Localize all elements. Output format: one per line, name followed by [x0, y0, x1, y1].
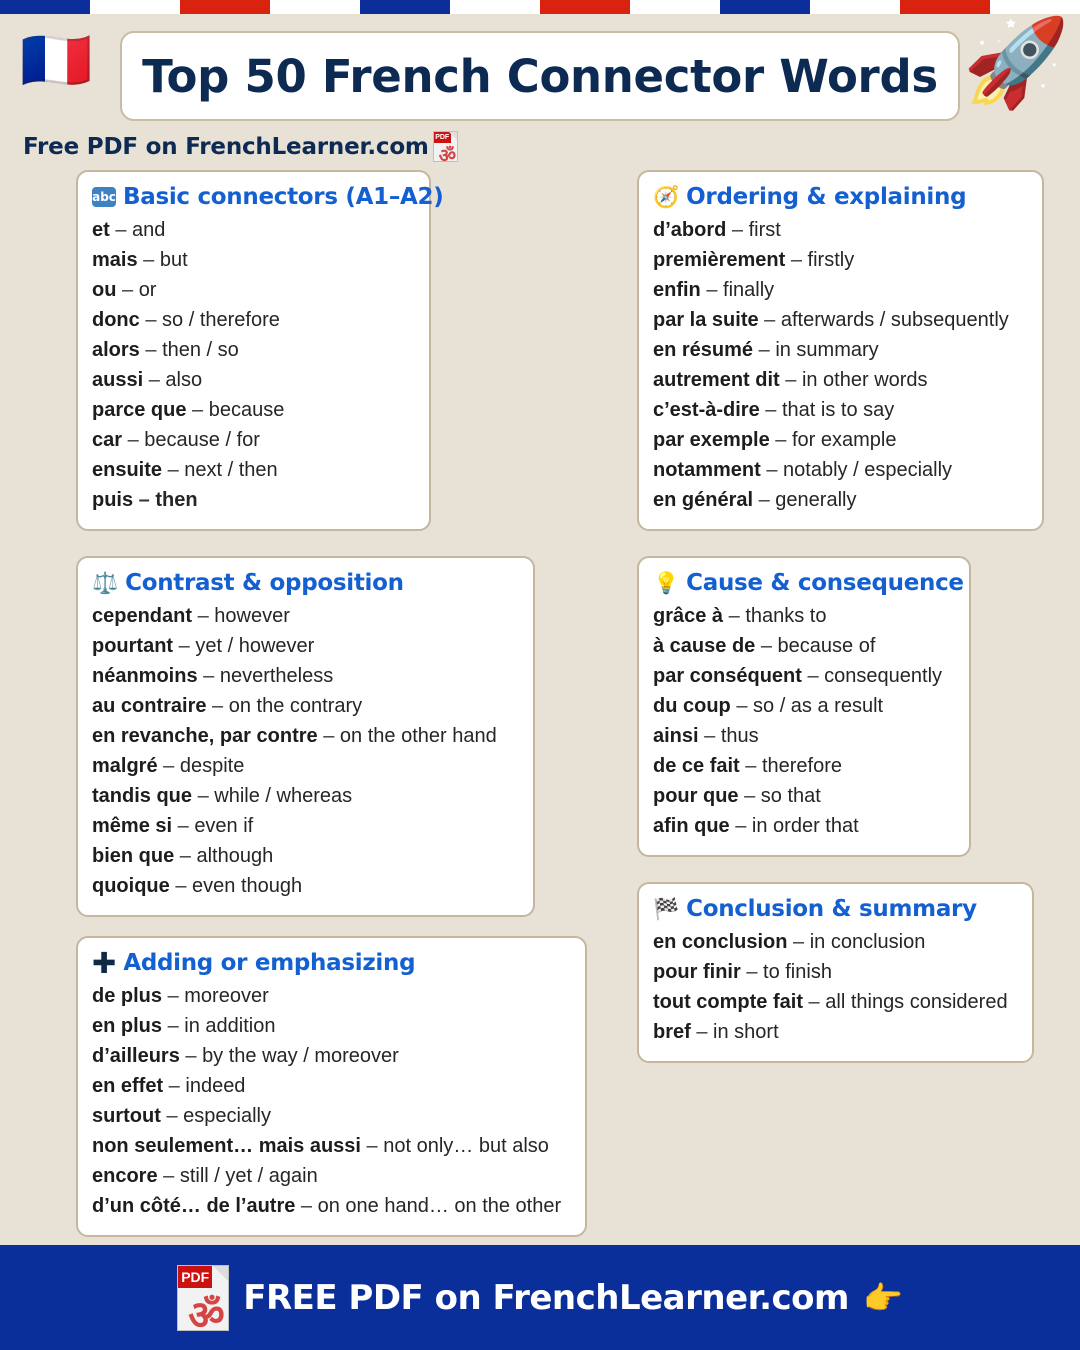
connector-separator: –	[137, 249, 160, 271]
connector-entry	[92, 1071, 571, 1101]
connector-french: encore	[92, 1165, 158, 1187]
stripe-segment	[540, 0, 630, 14]
connector-entry	[92, 335, 415, 365]
connector-french: grâce à	[653, 605, 724, 627]
connector-french: ensuite	[92, 459, 163, 481]
card-header	[653, 570, 964, 596]
connector-french: puis	[92, 489, 134, 511]
connector-french: même si	[92, 815, 173, 837]
card-header	[653, 896, 1018, 922]
connector-english: afterwards / subsequently	[780, 309, 1009, 331]
connector-entry	[92, 691, 519, 721]
connector-entry	[653, 987, 1018, 1017]
connector-separator: –	[162, 1015, 185, 1037]
abc-icon: abc	[92, 187, 116, 207]
connector-english: also	[165, 369, 203, 391]
connector-french: par la suite	[653, 309, 759, 331]
footer-pdf-badge-label: PDF	[178, 1266, 212, 1288]
connector-french: tandis que	[92, 785, 193, 807]
connector-separator: –	[192, 605, 215, 627]
title-box	[120, 31, 960, 121]
connector-entry	[92, 721, 519, 751]
connector-french: de plus	[92, 985, 163, 1007]
connector-english: however	[214, 605, 290, 627]
connector-entry	[92, 781, 519, 811]
connector-separator: –	[143, 369, 166, 391]
connector-english: then	[155, 489, 198, 511]
connector-separator: –	[801, 665, 825, 687]
connector-french: par exemple	[653, 429, 770, 451]
connector-french: parce que	[92, 399, 187, 421]
connector-entry	[92, 1011, 571, 1041]
connector-entry	[653, 485, 1028, 515]
connector-english: although	[196, 845, 274, 867]
connector-entry	[92, 871, 519, 901]
pdf-swirl-glyph: ॐ	[438, 145, 457, 167]
connector-separator: –	[738, 785, 761, 807]
connector-french: au contraire	[92, 695, 207, 717]
page-title: Top 50 French Connector Words	[142, 49, 938, 103]
stripe-segment	[630, 0, 720, 14]
connector-entry	[653, 245, 1028, 275]
connector-entry	[92, 841, 519, 871]
subtitle-row	[23, 131, 458, 167]
connector-entry	[92, 485, 415, 515]
subtitle-text: Free PDF on FrenchLearner.com	[23, 133, 429, 160]
connector-separator: –	[109, 219, 133, 241]
card-header	[92, 184, 444, 210]
connector-entry	[653, 631, 955, 661]
connector-english: even if	[194, 815, 254, 837]
connector-separator: –	[169, 875, 193, 897]
connector-entry	[653, 215, 1028, 245]
connector-separator: –	[723, 605, 746, 627]
connector-french: pour finir	[653, 961, 741, 983]
card-header	[92, 946, 571, 980]
connector-entry	[653, 751, 955, 781]
connector-separator: –	[769, 429, 792, 451]
connector-english: indeed	[185, 1075, 246, 1097]
connector-entry	[653, 691, 955, 721]
connector-separator: –	[700, 279, 724, 301]
pdf-icon[interactable]	[433, 131, 458, 167]
connector-french: en plus	[92, 1015, 163, 1037]
stripe-segment	[270, 0, 360, 14]
connector-french: à cause de	[653, 635, 756, 657]
connector-french: d’abord	[653, 219, 727, 241]
connector-french: donc	[92, 309, 140, 331]
connector-separator: –	[160, 1105, 184, 1127]
connector-french: car	[92, 429, 123, 451]
pointing-right-hand-icon: 👉	[862, 1279, 903, 1316]
card-title: Cause & consequence	[686, 570, 964, 596]
connector-english: and	[132, 219, 166, 241]
connector-french: d’un côté… de l’autre	[92, 1195, 296, 1217]
connector-french: bien que	[92, 845, 175, 867]
connector-entry	[653, 927, 1018, 957]
card-contrast-opposition	[76, 556, 535, 917]
connector-entry	[653, 395, 1028, 425]
connector-entry	[92, 601, 519, 631]
connector-entry	[92, 661, 519, 691]
connector-english: notably / especially	[783, 459, 953, 481]
connector-english: nevertheless	[219, 665, 334, 687]
connector-separator: –	[172, 815, 195, 837]
card-basic-connectors	[76, 170, 444, 531]
connector-separator: –	[740, 961, 764, 983]
connector-french: enfin	[653, 279, 701, 301]
connector-entry	[653, 365, 1028, 395]
connector-english: thus	[720, 725, 759, 747]
connector-english: moreover	[184, 985, 269, 1007]
connector-entry	[92, 1041, 571, 1071]
french-flag-icon: 🇫🇷	[20, 28, 93, 93]
connector-french: en conclusion	[653, 931, 788, 953]
connector-entry	[92, 215, 415, 245]
connector-separator: –	[760, 459, 784, 481]
connector-french: en revanche, par contre	[92, 725, 318, 747]
connector-entry	[92, 275, 415, 305]
lightbulb-icon: 💡	[653, 571, 680, 595]
connector-english: to finish	[763, 961, 832, 983]
stripe-segment	[0, 0, 90, 14]
connector-french: de ce fait	[653, 755, 740, 777]
connector-separator: –	[758, 309, 781, 331]
connector-separator: –	[726, 219, 749, 241]
connector-french: ou	[92, 279, 117, 301]
connector-separator: –	[122, 429, 145, 451]
connector-separator: –	[116, 279, 139, 301]
connector-separator: –	[753, 489, 776, 511]
connector-french: par conséquent	[653, 665, 802, 687]
plus-icon: ✚	[92, 946, 117, 980]
connector-entry	[92, 631, 519, 661]
connector-entry	[653, 661, 955, 691]
card-adding-emphasizing	[76, 936, 587, 1237]
pdf-fold-corner	[449, 132, 457, 140]
connector-entry	[92, 811, 519, 841]
connector-separator: –	[139, 309, 163, 331]
connector-english: in other words	[801, 369, 928, 391]
connector-separator: –	[787, 931, 810, 953]
connector-french: premièrement	[653, 249, 786, 271]
card-title: Basic connectors (A1–A2)	[123, 184, 444, 210]
connector-english: because / for	[144, 429, 260, 451]
connector-english: in addition	[184, 1015, 276, 1037]
connector-english: in summary	[775, 339, 879, 361]
connector-english: all things considered	[825, 991, 1008, 1013]
connector-english: despite	[179, 755, 245, 777]
connector-french: afin que	[653, 815, 730, 837]
connector-separator: –	[759, 399, 782, 421]
connector-english: in conclusion	[809, 931, 926, 953]
connector-english: especially	[183, 1105, 271, 1127]
connector-entry	[653, 957, 1018, 987]
card-header	[653, 184, 1028, 210]
connector-french: autrement dit	[653, 369, 780, 391]
connector-separator: –	[162, 985, 185, 1007]
connector-separator: –	[739, 755, 762, 777]
connector-english: so / therefore	[162, 309, 280, 331]
connector-separator: –	[197, 665, 220, 687]
pdf-badge-label: PDF	[435, 134, 450, 141]
card-header	[92, 570, 519, 596]
connector-entry	[653, 275, 1028, 305]
connector-entry	[653, 305, 1028, 335]
connector-entry	[92, 1101, 571, 1131]
balance-scales-icon: ⚖️	[92, 571, 119, 595]
connector-separator: –	[162, 459, 185, 481]
card-title: Conclusion & summary	[686, 896, 977, 922]
rocket-icon: 🚀	[962, 15, 1070, 111]
card-cause-consequence	[637, 556, 971, 857]
card-title: Ordering & explaining	[686, 184, 967, 210]
connector-french: alors	[92, 339, 140, 361]
connector-entry	[653, 335, 1028, 365]
connector-separator: –	[186, 399, 209, 421]
connector-french: notamment	[653, 459, 761, 481]
connector-french: mais	[92, 249, 138, 271]
connector-french: en effet	[92, 1075, 164, 1097]
connector-separator: –	[690, 1021, 714, 1043]
connector-entry	[92, 751, 519, 781]
connector-english: on the other hand	[339, 725, 497, 747]
connector-entry	[653, 455, 1028, 485]
connector-separator: –	[730, 695, 754, 717]
connector-english: in order that	[751, 815, 859, 837]
connector-english: therefore	[761, 755, 843, 777]
connector-french: en général	[653, 489, 754, 511]
header	[0, 14, 1080, 140]
connector-separator: –	[173, 635, 196, 657]
connector-separator: –	[179, 1045, 203, 1067]
connector-english: while / whereas	[214, 785, 353, 807]
connector-english: next / then	[184, 459, 278, 481]
connector-separator: –	[755, 635, 778, 657]
connector-french: surtout	[92, 1105, 161, 1127]
footer-pdf-fold-corner	[213, 1266, 228, 1281]
connector-entry	[653, 425, 1028, 455]
connector-entry	[92, 1161, 571, 1191]
connector-english: because of	[777, 635, 876, 657]
connector-entry	[653, 781, 955, 811]
footer-pdf-swirl-glyph: ॐ	[188, 1291, 225, 1339]
connector-entry	[92, 245, 415, 275]
connector-english: in short	[713, 1021, 779, 1043]
connector-entry	[92, 981, 571, 1011]
stripe-segment	[90, 0, 180, 14]
stripe-segment	[720, 0, 810, 14]
footer-pdf-icon[interactable]	[177, 1265, 229, 1339]
connector-french: c’est-à-dire	[653, 399, 760, 421]
connector-english: on one hand… on the other	[317, 1195, 562, 1217]
connector-english: or	[138, 279, 157, 301]
stripe-segment	[180, 0, 270, 14]
connector-separator: –	[317, 725, 340, 747]
connector-entry	[92, 395, 415, 425]
connector-french: d’ailleurs	[92, 1045, 180, 1067]
tricolor-stripe	[0, 0, 1080, 14]
connector-separator: –	[192, 785, 215, 807]
connector-entry	[92, 425, 415, 455]
connector-english: still / yet / again	[179, 1165, 318, 1187]
connector-english: so / as a result	[753, 695, 884, 717]
stripe-segment	[990, 0, 1080, 14]
connector-entry	[653, 1017, 1018, 1047]
connector-french: aussi	[92, 369, 144, 391]
connector-separator: –	[785, 249, 808, 271]
connector-english: thanks to	[745, 605, 827, 627]
connector-separator: –	[360, 1135, 384, 1157]
connector-separator: –	[779, 369, 802, 391]
connector-french: bref	[653, 1021, 691, 1043]
card-ordering-explaining	[637, 170, 1044, 531]
connector-english: on the contrary	[228, 695, 363, 717]
connector-english: so that	[760, 785, 821, 807]
connector-separator: –	[729, 815, 752, 837]
card-conclusion-summary	[637, 882, 1034, 1063]
card-title: Adding or emphasizing	[123, 950, 416, 976]
connector-french: non seulement… mais aussi	[92, 1135, 361, 1157]
connector-separator: –	[133, 489, 156, 511]
connector-french: malgré	[92, 755, 158, 777]
connector-english: that is to say	[781, 399, 895, 421]
connector-separator: –	[206, 695, 229, 717]
connector-french: en résumé	[653, 339, 754, 361]
connector-english: because	[208, 399, 285, 421]
connector-english: then / so	[162, 339, 239, 361]
connector-entry	[92, 455, 415, 485]
connector-english: firstly	[807, 249, 855, 271]
connector-entry	[92, 365, 415, 395]
stripe-segment	[450, 0, 540, 14]
connector-english: consequently	[824, 665, 943, 687]
compass-icon: 🧭	[653, 185, 680, 209]
connector-english: finally	[723, 279, 775, 301]
connector-separator: –	[139, 339, 163, 361]
connector-english: for example	[791, 429, 897, 451]
connector-separator: –	[295, 1195, 318, 1217]
connector-separator: –	[157, 755, 180, 777]
connector-english: not only… but also	[383, 1135, 549, 1157]
connector-entry	[92, 1131, 571, 1161]
footer-text: FREE PDF on FrenchLearner.com	[243, 1277, 849, 1318]
connector-french: tout compte fait	[653, 991, 803, 1013]
connector-french: du coup	[653, 695, 731, 717]
connector-english: first	[748, 219, 781, 241]
connector-english: but	[159, 249, 188, 271]
stripe-segment	[360, 0, 450, 14]
connector-separator: –	[803, 991, 826, 1013]
stripe-segment	[810, 0, 900, 14]
connector-french: quoique	[92, 875, 170, 897]
connector-entry	[92, 1191, 571, 1221]
connector-separator: –	[163, 1075, 186, 1097]
connector-french: pour que	[653, 785, 739, 807]
connector-entry	[653, 721, 955, 751]
connector-french: pourtant	[92, 635, 174, 657]
connector-french: ainsi	[653, 725, 699, 747]
connector-english: by the way / moreover	[202, 1045, 399, 1067]
footer-cta-bar[interactable]	[0, 1245, 1080, 1350]
connector-english: even though	[192, 875, 303, 897]
connector-separator: –	[753, 339, 776, 361]
connector-separator: –	[174, 845, 197, 867]
connector-french: cependant	[92, 605, 193, 627]
stripe-segment	[900, 0, 990, 14]
connector-entry	[92, 305, 415, 335]
connector-separator: –	[698, 725, 721, 747]
connector-french: et	[92, 219, 110, 241]
connector-french: néanmoins	[92, 665, 198, 687]
connector-entry	[653, 601, 955, 631]
connector-entry	[653, 811, 955, 841]
card-title: Contrast & opposition	[125, 570, 404, 596]
connector-separator: –	[157, 1165, 180, 1187]
checkered-flag-icon: 🏁	[653, 897, 680, 921]
connector-english: generally	[775, 489, 857, 511]
connector-english: yet / however	[195, 635, 315, 657]
